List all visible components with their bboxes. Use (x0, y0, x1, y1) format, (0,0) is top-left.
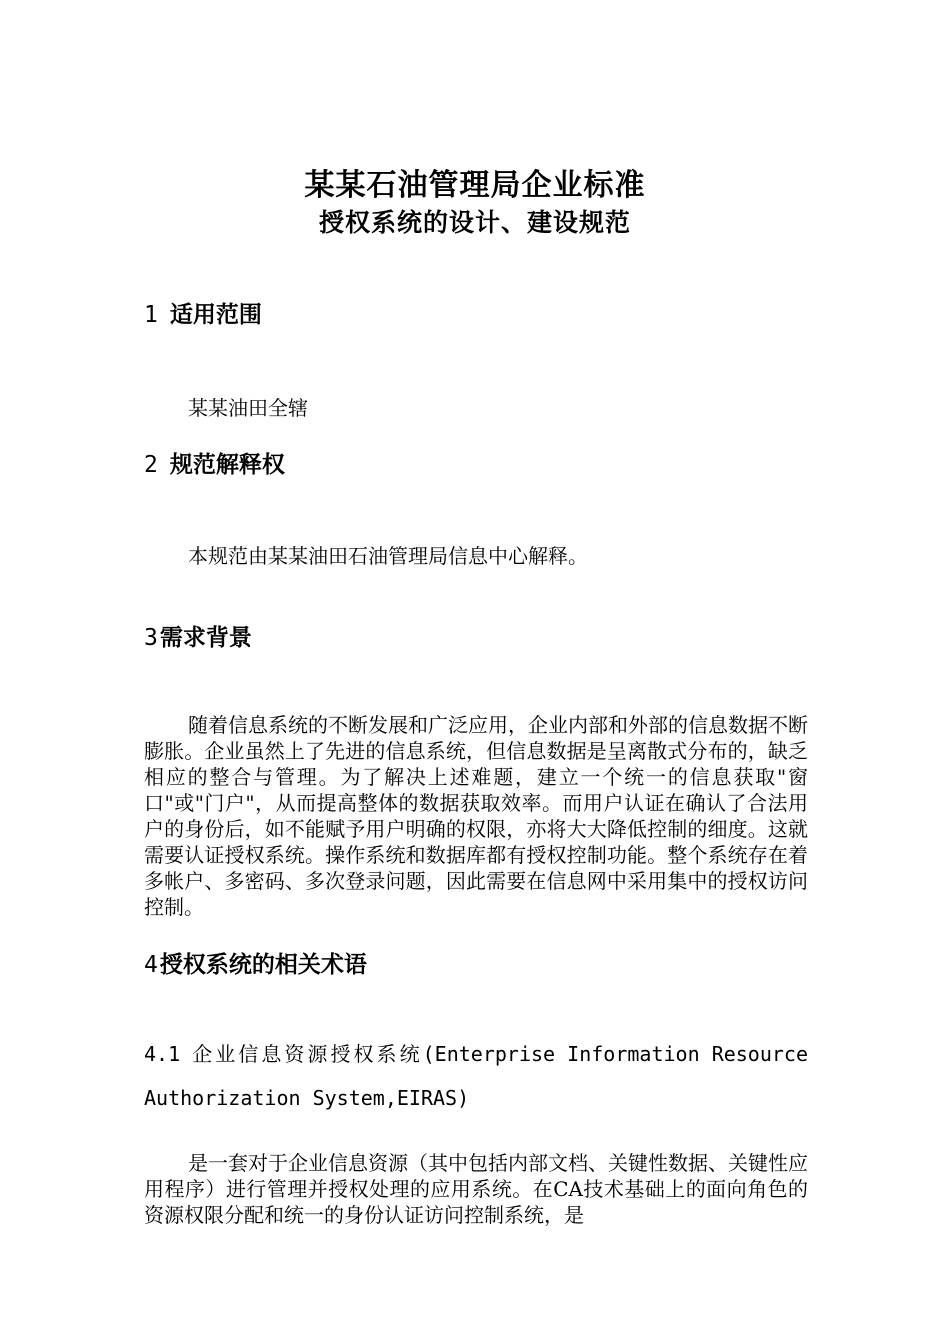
document-title: 某某石油管理局企业标准 (304, 168, 646, 203)
section-3-number: 3 (144, 625, 158, 651)
section-1-title: 适用范围 (169, 302, 262, 328)
section-2-body: 本规范由某某油田石油管理局信息中心解释。 (188, 544, 588, 568)
subsection-4-1-title-en: (Enterprise Information Resource Authorization System,EIRAS) (144, 1042, 809, 1110)
subsection-4-1-title-cn: 企业信息资源授权系统 (192, 1042, 423, 1066)
section-2-heading (144, 446, 285, 479)
document-subtitle: 授权系统的设计、建设规范 (318, 208, 631, 237)
section-3-body: 随着信息系统的不断发展和广泛应用，企业内部和外部的信息数据不断膨胀。企业虽然上了先进的信息系统，但信息数据是呈离散式分布的，缺乏相应的整合与管理。为了解决上述难题，建立一个统一的信息获取"窗口"或"门户"，从而提高整体的数据获取效率。而用户认证在确认了合法用户的身份后，如不能赋予用户明确的权限，亦将大大降低控制的细度。这就需要认证授权系统。操作系统和数据库都有授权控制功能。整个系统存在着多帐户、多密码、多次登录问题，因此需要在信息网中采用集中的授权访问控制。 (144, 713, 808, 919)
section-3-title: 需求背景 (159, 625, 252, 651)
section-1-number: 1 (144, 302, 158, 328)
subsection-4-1-number: 4.1 (144, 1042, 181, 1066)
subsection-4-1-body: 是一套对于企业信息资源（其中包括内部文档、关键性数据、关键性应用程序）进行管理并授权处理的应用系统。在CA技术基础上的面向角色的资源权限分配和统一的身份认证访问控制系统，是 (144, 1151, 808, 1227)
section-4-number: 4 (144, 952, 158, 978)
section-2-number: 2 (144, 452, 158, 478)
section-2-title: 规范解释权 (169, 452, 285, 478)
section-1-heading (144, 296, 262, 329)
section-1-body: 某某油田全辖 (188, 396, 308, 420)
section-4-title: 授权系统的相关术语 (159, 952, 367, 978)
section-4-heading (144, 946, 367, 979)
section-3-heading (144, 619, 252, 652)
subsection-4-1-heading (144, 1032, 808, 1120)
